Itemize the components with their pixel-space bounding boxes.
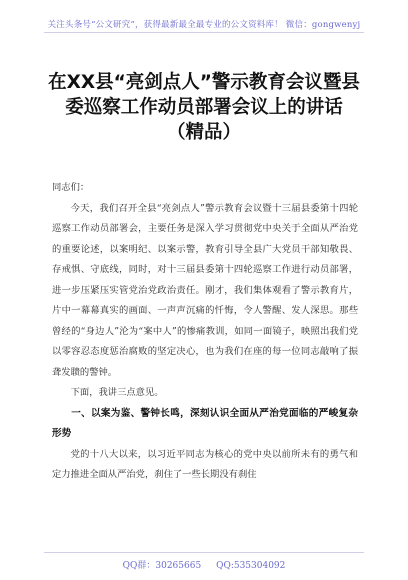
qq-group-label: QQ群：30265665	[122, 561, 202, 571]
qq-label: QQ:535304092	[216, 561, 286, 571]
paragraph: 党的十八大以来，以习近平同志为核心的党中央以前所未有的勇气和定力推进全面从严治党，刹住了一些长期没有刹住	[52, 448, 358, 480]
footer-divider	[44, 552, 364, 553]
document-title: 在XX县“亮剑点人”警示教育会议暨县委巡察工作动员部署会议上的讲话（精品）	[48, 72, 360, 143]
paragraph: 下面，我讲三点意见。	[70, 387, 164, 398]
header-notice: 关注头条号“公文研究”，获得最新最全最专业的公文资料库！ 微信：gongwenyj	[47, 20, 361, 30]
paragraph: 今天，我们召开全县“亮剑点人”警示教育会议暨十三届县委第十四轮巡察工作动员部署会，主要任务是深入学习贯彻党中央关于全面从严治党的重要论述，以案明纪、以案示警，教育引导全县广大党员干部知敬畏、存戒惧、守底线，同时，对十三届县委第十四轮巡察工作进行动员部署，进一步压紧压实管党治党政治责任。刚才，我们集体观看了警示教育片，片中一幕幕真实的画面、一声声沉痛的忏悔，令人警醒、发人深思。那些曾经的“身边人”沦为“案中人”的惨痛教训，如同一面镜子，映照出我们党以零容忍态度惩治腐败的坚定决心，也为我们在座的每一位同志敲响了振聋发聩的警钟。	[52, 202, 358, 378]
salutation: 同志们：	[52, 182, 90, 193]
section-heading: 一、以案为鉴、警钟长鸣，深刻认识全面从严治党面临的严峻复杂形势	[52, 407, 358, 439]
header-divider	[44, 32, 364, 33]
footer-contact	[0, 558, 408, 571]
document-body	[52, 178, 358, 486]
